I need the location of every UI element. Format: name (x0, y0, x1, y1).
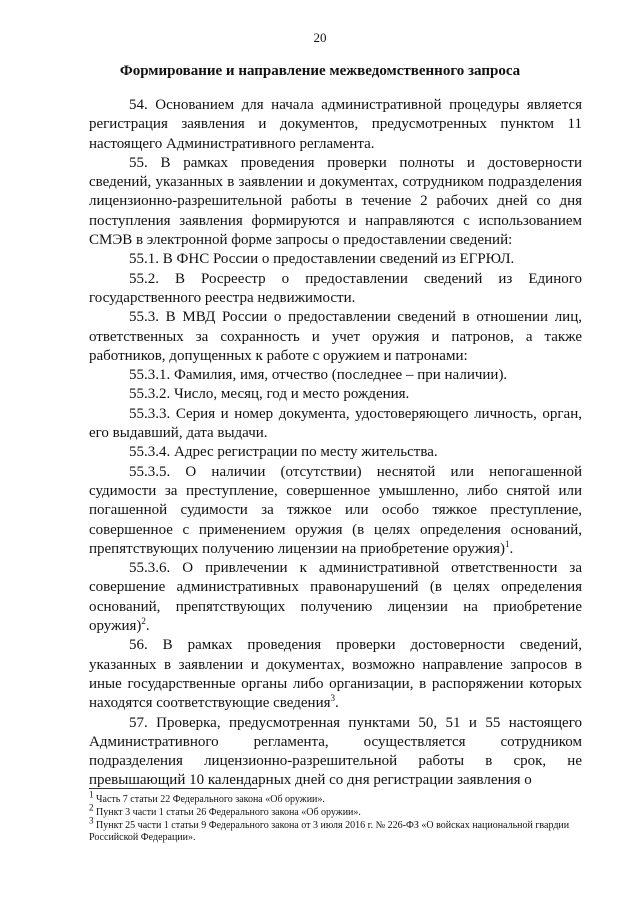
footnote-mark: 2 (89, 802, 94, 813)
paragraph: 57. Проверка, предусмотренная пунктами 50, 51 и 55 настоящего Административного регламента, осуществляется сотрудником подразделения лицензионно-разрешительной работы в срок, не превышающий 10 календарных дней со дня регистрации заявления о (89, 714, 582, 789)
paragraph: 55.3.5. О наличии (отсутствии) неснятой или непогашенной судимости за преступление, совершенное умышленно, либо снятой или погашенной судимости за тяжкое или особо тяжкое преступление, совершенное с применением оружия (в целях определения оснований, препятствующих получению лицензии на приобретение оружия)$^1$. (89, 463, 582, 557)
body-text (89, 96, 582, 791)
footnote-mark: 3 (89, 815, 94, 826)
footnote-separator (89, 788, 257, 789)
footnotes (89, 789, 582, 845)
paragraph: 55.2. В Росреестр о предоставлении сведений из Единого государственного реестра недвижимости. (89, 270, 582, 306)
paragraph: 55.1. В ФНС России о предоставлении сведений из ЕГРЮЛ. (129, 251, 515, 268)
paragraph: 55.3. В МВД России о предоставлении сведений в отношении лиц, ответственных за сохранность и учет оружия и патронов, а также работников, допущенных к работе с оружием и патронами: (89, 309, 582, 364)
paragraph: 55. В рамках проведения проверки полноты и достоверности сведений, указанных в заявлении и документах, сотрудником подразделения лицензионно-разрешительной работы в течение 2 рабочих дней со дня поступления заявления формируются и направляются с использованием СМЭВ в электронной форме запросы о предоставлении сведений: (89, 154, 582, 249)
footnote-ref[interactable]: 3 (330, 693, 335, 704)
paragraph: 56. В рамках проведения проверки достоверности сведений, указанных в заявлении и документах, возможно направление запросов в иные государственные органы либо организации, в распоряжении которых находятся соответствующие сведения$^3$. (89, 637, 582, 712)
footnote: $^2$ Пункт 3 части 1 статьи 26 Федерального закона «Об оружии». (89, 802, 361, 818)
footnote: $^3$ Пункт 25 части 1 статьи 9 Федерального закона от 3 июля 2016 г. № 226-ФЗ «О войсках национальной гвардии Российской Федерации». (89, 815, 570, 844)
page-number: 20 (313, 30, 327, 45)
footnote-ref[interactable]: 2 (141, 616, 146, 627)
footnote-mark: 1 (89, 789, 94, 800)
footnote-ref[interactable]: 1 (505, 538, 510, 549)
paragraph: 55.3.2. Число, месяц, год и место рождения. (129, 386, 410, 403)
section-title: Формирование и направление межведомственного запроса (119, 63, 521, 79)
paragraph: 55.3.4. Адрес регистрации по месту жительства. (129, 444, 438, 461)
footnote: $^1$ Часть 7 статьи 22 Федерального закона «Об оружии». (89, 789, 325, 805)
paragraph: 55.3.6. О привлечении к административной ответственности за совершение административных правонарушений (в целях определения оснований, препятствующих получению лицензии на приобретение оружия)$^2$. (89, 560, 582, 635)
paragraph: 54. Основанием для начала административной процедуры является регистрация заявления и документов, предусмотренных пунктом 11 настоящего Административного регламента. (89, 97, 582, 152)
paragraph: 55.3.3. Серия и номер документа, удостоверяющего личность, орган, его выдавший, дата выдачи. (89, 405, 582, 442)
paragraph: 55.3.1. Фамилия, имя, отчество (последнее – при наличии). (129, 367, 508, 384)
